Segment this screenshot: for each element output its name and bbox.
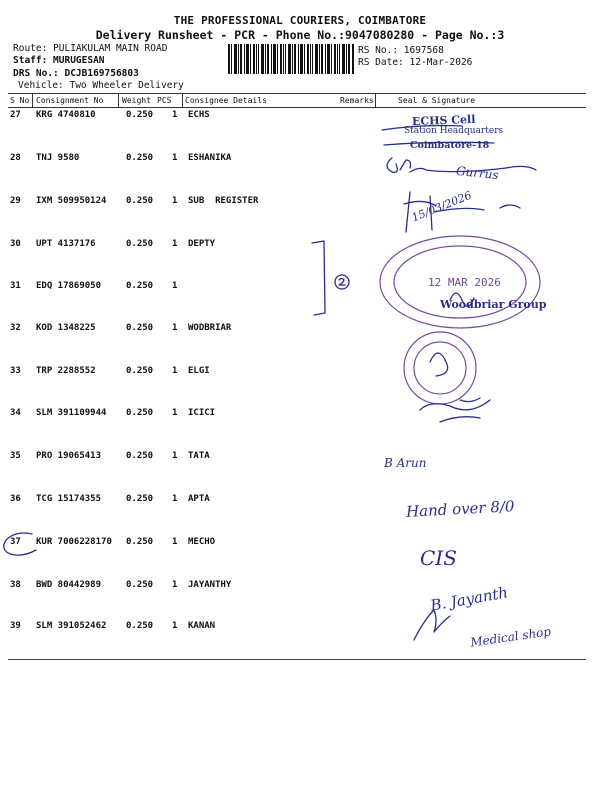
rs-date: RS Date: 12-Mar-2026 bbox=[358, 57, 473, 68]
col-consignee: Consignee Details bbox=[185, 96, 267, 105]
row-consignment: PRO 19065413 bbox=[36, 451, 102, 461]
row-weight: 0.250 bbox=[126, 408, 154, 418]
row-sno: 38 bbox=[10, 580, 21, 590]
row-consignment: KUR 7006228170 bbox=[36, 537, 112, 547]
row-consignment: SLM 391109944 bbox=[36, 408, 107, 418]
row-consignee: JAYANTHY bbox=[188, 580, 232, 590]
row-consignee: MECHO bbox=[188, 537, 216, 547]
row-weight: 0.250 bbox=[126, 281, 154, 291]
row-pcs: 1 bbox=[172, 323, 178, 333]
row-weight: 0.250 bbox=[126, 537, 154, 547]
rs-number: RS No.: 1697568 bbox=[358, 45, 444, 56]
runsheet-subtitle: Delivery Runsheet - PCR - Phone No.:9047080280 - Page No.:3 bbox=[95, 28, 505, 42]
row-consignee: SUB REGISTER bbox=[188, 196, 259, 206]
barcode-image bbox=[228, 44, 354, 74]
seal-signature-area bbox=[370, 100, 590, 660]
row-sno: 35 bbox=[10, 451, 21, 461]
row-pcs: 1 bbox=[172, 239, 178, 249]
remarks-bracket-mark bbox=[300, 235, 360, 320]
row-pcs: 1 bbox=[172, 537, 178, 547]
row-consignee: APTA bbox=[188, 494, 210, 504]
row-sno: 31 bbox=[10, 281, 21, 291]
row-sno: 34 bbox=[10, 408, 21, 418]
row-weight: 0.250 bbox=[126, 621, 154, 631]
row-weight: 0.250 bbox=[126, 110, 154, 120]
row-sno: 27 bbox=[10, 110, 21, 120]
row-sno: 29 bbox=[10, 196, 21, 206]
row-weight: 0.250 bbox=[126, 494, 154, 504]
echs-stamp-line3: Coimbatore-18 bbox=[410, 140, 490, 151]
col-pcs: PCS bbox=[157, 96, 172, 105]
row-consignment: KOD 1348225 bbox=[36, 323, 96, 333]
echs-stamp-line2: Station Headquarters bbox=[404, 126, 504, 136]
row-consignment: UPT 4137176 bbox=[36, 239, 96, 249]
row28-signature: Gurrus bbox=[455, 163, 500, 183]
row-sno: 30 bbox=[10, 239, 21, 249]
row-weight: 0.250 bbox=[126, 153, 154, 163]
signature-ink-layer bbox=[370, 100, 590, 660]
row-sno: 37 bbox=[10, 537, 21, 547]
row37-circle-mark bbox=[0, 530, 40, 560]
row-weight: 0.250 bbox=[126, 451, 154, 461]
row-pcs: 1 bbox=[172, 451, 178, 461]
row-weight: 0.250 bbox=[126, 366, 154, 376]
row-pcs: 1 bbox=[172, 580, 178, 590]
stamp-date: 12 MAR 2026 bbox=[428, 276, 501, 289]
row-pcs: 1 bbox=[172, 153, 178, 163]
col-seal: Seal & Signature bbox=[398, 96, 476, 105]
woodbriar-stamp-text: Woodbriar Group bbox=[440, 298, 547, 311]
row-weight: 0.250 bbox=[126, 323, 154, 333]
row-consignment: TNJ 9580 bbox=[36, 153, 80, 163]
row-consignment: EDQ 17869050 bbox=[36, 281, 102, 291]
row-consignment: TRP 2288552 bbox=[36, 366, 96, 376]
row-pcs: 1 bbox=[172, 621, 178, 631]
route-label: Route: PULIAKULAM MAIN ROAD bbox=[13, 43, 168, 54]
staff-label: Staff: MURUGESAN bbox=[13, 55, 105, 66]
row-pcs: 1 bbox=[172, 408, 178, 418]
row-consignee: TATA bbox=[188, 451, 210, 461]
row-consignee: KANAN bbox=[188, 621, 216, 631]
row-weight: 0.250 bbox=[126, 196, 154, 206]
row-pcs: 1 bbox=[172, 494, 178, 504]
col-weight: Weight bbox=[122, 96, 151, 105]
col-sno: S No bbox=[10, 96, 30, 105]
row38-signature: B. Jayanth bbox=[429, 583, 510, 615]
row29-date: 15/03/2026 bbox=[409, 188, 474, 225]
row-pcs: 1 bbox=[172, 196, 178, 206]
row35-signature: B Arun bbox=[384, 456, 427, 470]
row-sno: 33 bbox=[10, 366, 21, 376]
vehicle-label: Vehicle: Two Wheeler Delivery bbox=[18, 80, 184, 91]
row-sno: 36 bbox=[10, 494, 21, 504]
drs-number: DRS No.: DCJB169756803 bbox=[13, 68, 139, 79]
row-sno: 28 bbox=[10, 153, 21, 163]
row-sno: 39 bbox=[10, 621, 21, 631]
row-sno: 32 bbox=[10, 323, 21, 333]
row-weight: 0.250 bbox=[126, 239, 154, 249]
row-consignee: ESHANIKA bbox=[188, 153, 232, 163]
row-consignment: TCG 15174355 bbox=[36, 494, 102, 504]
company-title: THE PROFESSIONAL COURIERS, COIMBATORE bbox=[173, 14, 427, 27]
row-weight: 0.250 bbox=[126, 580, 154, 590]
row-consignee: ELGI bbox=[188, 366, 210, 376]
row-consignee: ECHS bbox=[188, 110, 210, 120]
row-consignee: ICICI bbox=[188, 408, 216, 418]
row-consignee: WODBRIAR bbox=[188, 323, 232, 333]
col-remarks: Remarks bbox=[340, 96, 374, 105]
row39-note: Medical shop bbox=[469, 624, 552, 650]
col-consignment: Consignment No bbox=[36, 96, 104, 105]
row36-note: Hand over 8/0 bbox=[405, 497, 515, 521]
row-pcs: 1 bbox=[172, 281, 178, 291]
row-consignment: SLM 391052462 bbox=[36, 621, 107, 631]
echs-stamp-line1: ECHS Cell bbox=[411, 112, 476, 129]
row-consignment: IXM 509950124 bbox=[36, 196, 107, 206]
row-consignment: KRG 4740810 bbox=[36, 110, 96, 120]
row-consignee: DEPTY bbox=[188, 239, 216, 249]
row-pcs: 1 bbox=[172, 366, 178, 376]
row-pcs: 1 bbox=[172, 110, 178, 120]
row37-signature: CIS bbox=[420, 546, 457, 570]
row-consignment: BWD 80442989 bbox=[36, 580, 102, 590]
